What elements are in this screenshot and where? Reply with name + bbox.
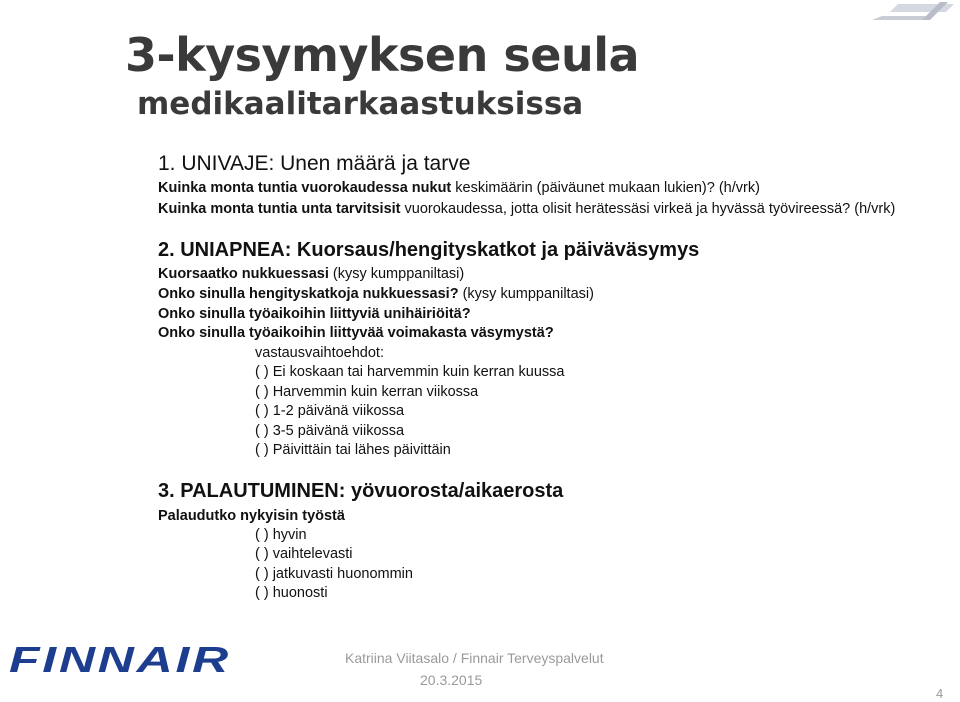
section2-options-label: vastausvaihtoehdot: bbox=[255, 345, 384, 361]
page-title: 3-kysymyksen seula bbox=[125, 28, 640, 82]
section1-question1-bold: Kuinka monta tuntia vuorokaudessa nukut bbox=[158, 180, 452, 196]
section2-option: ( ) 3-5 päivänä viikossa bbox=[255, 423, 405, 439]
section3-option: ( ) hyvin bbox=[255, 527, 307, 543]
section2-option: ( ) Harvemmin kuin kerran viikossa bbox=[255, 384, 479, 400]
footer-author: Katriina Viitasalo / Finnair Terveyspalvelut bbox=[345, 650, 604, 666]
section2-heading: 2. UNIAPNEA: Kuorsaus/hengityskatkot ja päiväväsymys bbox=[158, 239, 700, 261]
section1-question1 bbox=[158, 180, 760, 196]
section1-heading: 1. UNIVAJE: Unen määrä ja tarve bbox=[158, 152, 471, 175]
page-number: 4 bbox=[936, 686, 944, 701]
section2-option: ( ) 1-2 päivänä viikossa bbox=[255, 403, 405, 419]
section3-heading: 3. PALAUTUMINEN: yövuorosta/aikaerosta bbox=[158, 480, 564, 502]
footer-date: 20.3.2015 bbox=[420, 672, 483, 688]
section2-question4: Onko sinulla työaikoihin liittyvää voimakasta väsymystä? bbox=[158, 325, 554, 341]
section3-option: ( ) vaihtelevasti bbox=[255, 546, 353, 562]
section1-question2 bbox=[158, 201, 895, 217]
section2-question1-rest: (kysy kumppaniltasi) bbox=[328, 266, 465, 282]
section2-question1-bold: Kuorsaatko nukkuessasi bbox=[158, 266, 329, 282]
section2-question2-bold: Onko sinulla hengityskatkoja nukkuessasi? bbox=[158, 286, 459, 302]
section2-question1 bbox=[158, 266, 464, 282]
section2-option: ( ) Päivittäin tai lähes päivittäin bbox=[255, 442, 451, 458]
finnair-logo bbox=[5, 640, 237, 685]
section2-option: ( ) Ei koskaan tai harvemmin kuin kerran kuussa bbox=[255, 364, 565, 380]
section3-question: Palaudutko nykyisin työstä bbox=[158, 508, 345, 524]
section3-option: ( ) jatkuvasti huonommin bbox=[255, 566, 413, 582]
section2-question3: Onko sinulla työaikoihin liittyviä unihäiriöitä? bbox=[158, 306, 471, 322]
section1-question2-rest: vuorokaudessa, jotta olisit herätessäsi virkeä ja hyvässä työvireessä? (h/vrk) bbox=[400, 201, 896, 217]
page-subtitle: medikaalitarkaastuksissa bbox=[137, 86, 584, 122]
finnair-emblem-icon bbox=[868, 0, 958, 29]
section3-option: ( ) huonosti bbox=[255, 585, 328, 601]
section1-question2-bold: Kuinka monta tuntia unta tarvitsisit bbox=[158, 201, 401, 217]
section2-question2 bbox=[158, 286, 594, 302]
section2-question2-rest: (kysy kumppaniltasi) bbox=[458, 286, 594, 302]
section1-question1-rest: keskimäärin (päiväunet mukaan lukien)? (h/vrk) bbox=[451, 180, 760, 196]
svg-text:FINNAIR: FINNAIR bbox=[9, 640, 231, 680]
